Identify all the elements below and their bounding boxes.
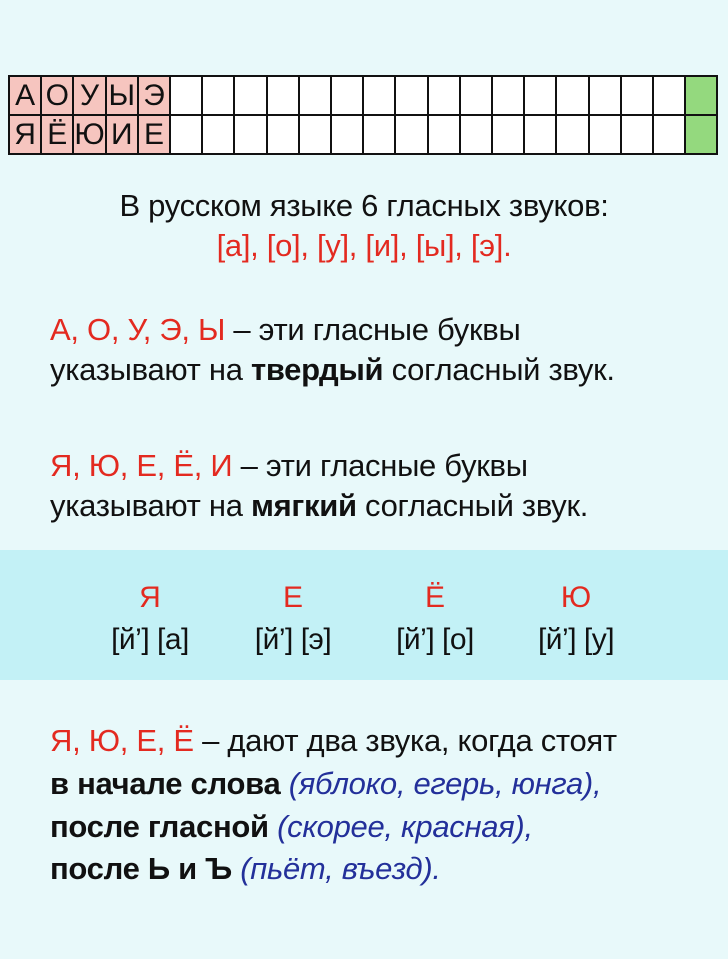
- grid-cell-empty: [202, 76, 234, 115]
- grid-cell-empty: [492, 76, 524, 115]
- vowel-sounds-list: [а], [о], [у], [и], [ы], [э].: [216, 228, 512, 264]
- grid-cell: И: [106, 115, 138, 154]
- grid-cell: Ы: [106, 76, 138, 115]
- example-after-signs: (пьёт, въезд).: [240, 851, 441, 887]
- soft-vowels-line2: [50, 486, 728, 526]
- grid-cell-empty: [589, 115, 621, 154]
- iotated-letter: Я: [139, 581, 161, 614]
- two-sounds-line3: [50, 806, 728, 849]
- iotated-sounds: [й’] [а]: [111, 623, 189, 656]
- grid-cell-empty: [299, 76, 331, 115]
- grid-cell: Ю: [73, 115, 105, 154]
- soft-vowels-suffix: согласный звук.: [356, 488, 589, 524]
- intro-section: [0, 186, 728, 267]
- grid-cell-empty: [524, 115, 556, 154]
- iotated-letter: Ё: [424, 581, 446, 614]
- hard-vowels-suffix: согласный звук.: [383, 352, 615, 388]
- grid-cell-empty: [460, 115, 492, 154]
- iotated-pair: [496, 550, 656, 655]
- soft-vowels-prefix: указывают на: [50, 488, 251, 524]
- grid-cell-empty: [202, 115, 234, 154]
- grid-cell-empty: [331, 76, 363, 115]
- grid-cell-empty: [428, 76, 460, 115]
- example-word-start: (яблоко, егерь, юнга),: [288, 765, 602, 801]
- iotated-sounds: [й’] [у]: [537, 623, 615, 656]
- grid-cell-empty: [556, 76, 588, 115]
- grid-cell-empty: [331, 115, 363, 154]
- grid-cell-empty: [395, 115, 427, 154]
- iotated-pair: [213, 550, 373, 655]
- hard-vowels-line2: [50, 350, 728, 390]
- hard-vowels-prefix: указывают на: [50, 352, 251, 388]
- grid-cell-empty: [524, 76, 556, 115]
- hard-vowel-letters: А, О, У, Э, Ы: [50, 312, 226, 347]
- iotated-letter: Ю: [560, 581, 592, 614]
- hard-keyword: твердый: [250, 352, 384, 388]
- grid-cell-empty: [234, 115, 266, 154]
- intro-line: В русском языке 6 гласных звуков:: [119, 188, 609, 223]
- soft-keyword: мягкий: [250, 488, 357, 524]
- grid-cell-empty: [653, 115, 685, 154]
- two-sounds-line4: [50, 848, 728, 891]
- iotated-pair: [355, 550, 515, 655]
- grid-cell-empty: [267, 76, 299, 115]
- hard-vowels-line1: [50, 310, 728, 350]
- two-sounds-letters: Я, Ю, Е, Ё: [50, 723, 194, 758]
- grid-cell-empty: [589, 76, 621, 115]
- soft-vowels-section: [0, 446, 728, 527]
- iotated-vowels-band: [0, 550, 728, 680]
- grid-cell-empty: [621, 115, 653, 154]
- grid-cell: У: [73, 76, 105, 115]
- hard-vowels-section: [0, 310, 728, 391]
- iotated-sounds: [й’] [о]: [396, 623, 474, 656]
- soft-vowels-text: – эти гласные буквы: [232, 448, 528, 483]
- grid-cell-empty: [170, 76, 202, 115]
- rule-after-vowel: после гласной: [50, 808, 269, 844]
- grid-cell-empty: [653, 76, 685, 115]
- two-sounds-section: [0, 720, 728, 891]
- grid-cell: О: [41, 76, 73, 115]
- grid-cell-empty: [363, 115, 395, 154]
- letter-grid: [8, 75, 718, 155]
- hard-vowels-text: – эти гласные буквы: [225, 312, 521, 347]
- iotated-sounds: [й’] [э]: [254, 623, 332, 656]
- grid-cell-empty: [460, 76, 492, 115]
- grid-cell-empty: [170, 115, 202, 154]
- two-sounds-line1: [50, 720, 728, 763]
- grid-cell-empty: [234, 76, 266, 115]
- iotated-pair: [70, 550, 230, 655]
- two-sounds-text: – дают два звука, когда стоят: [193, 723, 617, 758]
- two-sounds-line2: [50, 763, 728, 806]
- iotated-letter: Е: [282, 581, 303, 614]
- grid-cell-empty: [299, 115, 331, 154]
- grid-cell-empty: [492, 115, 524, 154]
- grid-row-soft: [9, 115, 717, 154]
- soft-vowel-letters: Я, Ю, Е, Ё, И: [50, 448, 233, 483]
- grid-cell-empty: [428, 115, 460, 154]
- rule-after-signs: после Ь и Ъ: [50, 851, 232, 887]
- soft-vowels-line1: [50, 446, 728, 486]
- grid-cell: А: [9, 76, 41, 115]
- example-after-vowel: (скорее, красная),: [277, 808, 533, 844]
- grid-cell: Э: [138, 76, 170, 115]
- grid-cell: Я: [9, 115, 41, 154]
- grid-cell-empty: [556, 115, 588, 154]
- grid-cell-green: [685, 115, 717, 154]
- grid-cell-empty: [267, 115, 299, 154]
- rule-word-start: в начале слова: [50, 765, 281, 801]
- grid-cell: Ё: [41, 115, 73, 154]
- grid-cell-empty: [363, 76, 395, 115]
- grid-cell-empty: [621, 76, 653, 115]
- grid-row-hard: [9, 76, 717, 115]
- grid-cell-green: [685, 76, 717, 115]
- grid-cell: Е: [138, 115, 170, 154]
- grid-cell-empty: [395, 76, 427, 115]
